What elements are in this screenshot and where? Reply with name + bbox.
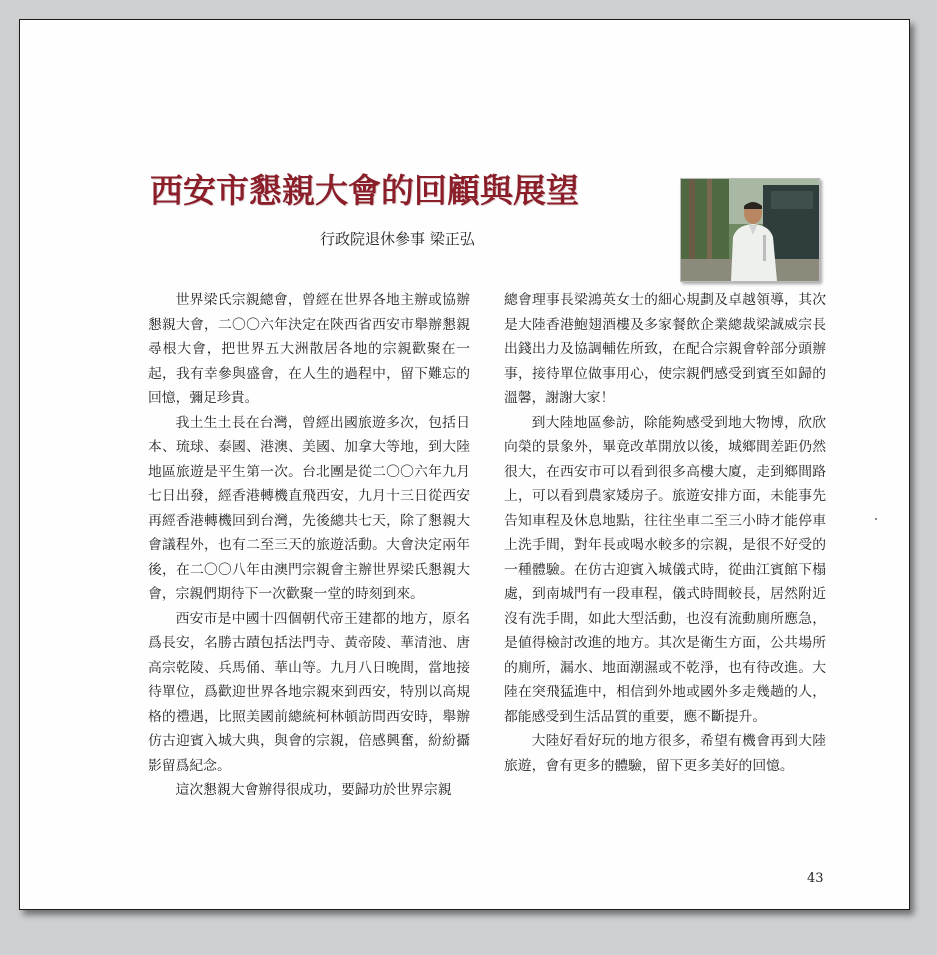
author-photo-image <box>681 179 819 281</box>
article-author: 行政院退休參事 梁正弘 <box>320 230 475 248</box>
paragraph: 大陸好看好玩的地方很多，希望有機會再到大陸旅遊，會有更多的體驗，留下更多美好的回憶。 <box>504 733 826 774</box>
article-title: 西安市懇親大會的回顧與展望 <box>150 171 579 210</box>
paragraph: 這次懇親大會辦得很成功，要歸功於世界宗親 <box>175 782 452 798</box>
right-column <box>504 288 826 778</box>
paragraph: 西安市是中國十四個朝代帝王建都的地方，原名爲長安，名勝古蹟包括法門寺、黃帝陵、華清池、唐高宗乾陵、兵馬俑、華山等。九月八日晚間，當地接待單位，爲歡迎世界各地宗親來到西安，特別以高規格的禮遇，比照美國前總統柯林頓訪問西安時，舉辦仿古迎賓入城大典，與會的宗親，倍感興奮，紛紛攝影留爲紀念。 <box>148 610 470 774</box>
author-photo <box>680 178 820 282</box>
margin-mark <box>875 518 877 520</box>
left-column <box>148 288 470 803</box>
paragraph: 世界梁氏宗親總會，曾經在世界各地主辦或協辦懇親大會，二〇〇六年決定在陝西省西安市舉辦懇親尋根大會，把世界五大洲散居各地的宗親歡聚在一起，我有幸參與盛會，在人生的過程中，留下難忘的回憶，彌足珍貴。 <box>148 292 470 406</box>
paragraph: 總會理事長梁鴻英女士的細心規劃及卓越領導，其次是大陸香港鮑翅酒樓及多家餐飲企業總裁梁誠威宗長出錢出力及協調輔佐所致，在配合宗親會幹部分頭辦事，接待單位做事用心，使宗親們感受到賓至如歸的溫馨，謝謝大家！ <box>504 292 826 406</box>
page-number: 43 <box>807 871 824 886</box>
paragraph: 我土生土長在台灣，曾經出國旅遊多次，包括日本、琉球、泰國、港澳、美國、加拿大等地，到大陸地區旅遊是平生第一次。台北團是從二〇〇六年九月七日出發，經香港轉機直飛西安，九月十三日從西安再經香港轉機回到台灣，先後總共七天，除了懇親大會議程外，也有二至三天的旅遊活動。大會決定兩年後，在二〇〇八年由澳門宗親會主辦世界梁氏懇親大會，宗親們期待下一次歡聚一堂的時刻到來。 <box>148 414 470 602</box>
magazine-page <box>19 19 910 910</box>
paragraph: 到大陸地區參訪，除能夠感受到地大物博，欣欣向榮的景象外，畢竟改革開放以後，城鄉間差距仍然很大，在西安市可以看到很多高樓大廈，走到鄉間路上，可以看到農家矮房子。旅遊安排方面，未能事先告知車程及休息地點，往往坐車二至三小時才能停車上洗手間，對年長或喝水較多的宗親，是很不好受的一種體驗。在仿古迎賓入城儀式時，從曲江賓館下榻處，到南城門有一段車程，儀式時間較長，居然附近沒有洗手間，如此大型活動，也沒有流動廁所應急，是値得檢討改進的地方。其次是衛生方面，公共場所的廁所，漏水、地面潮濕或不乾淨，也有待改進。大陸在突飛猛進中，相信到外地或國外多走幾趟的人，都能感受到生活品質的重要，應不斷提升。 <box>504 414 826 725</box>
